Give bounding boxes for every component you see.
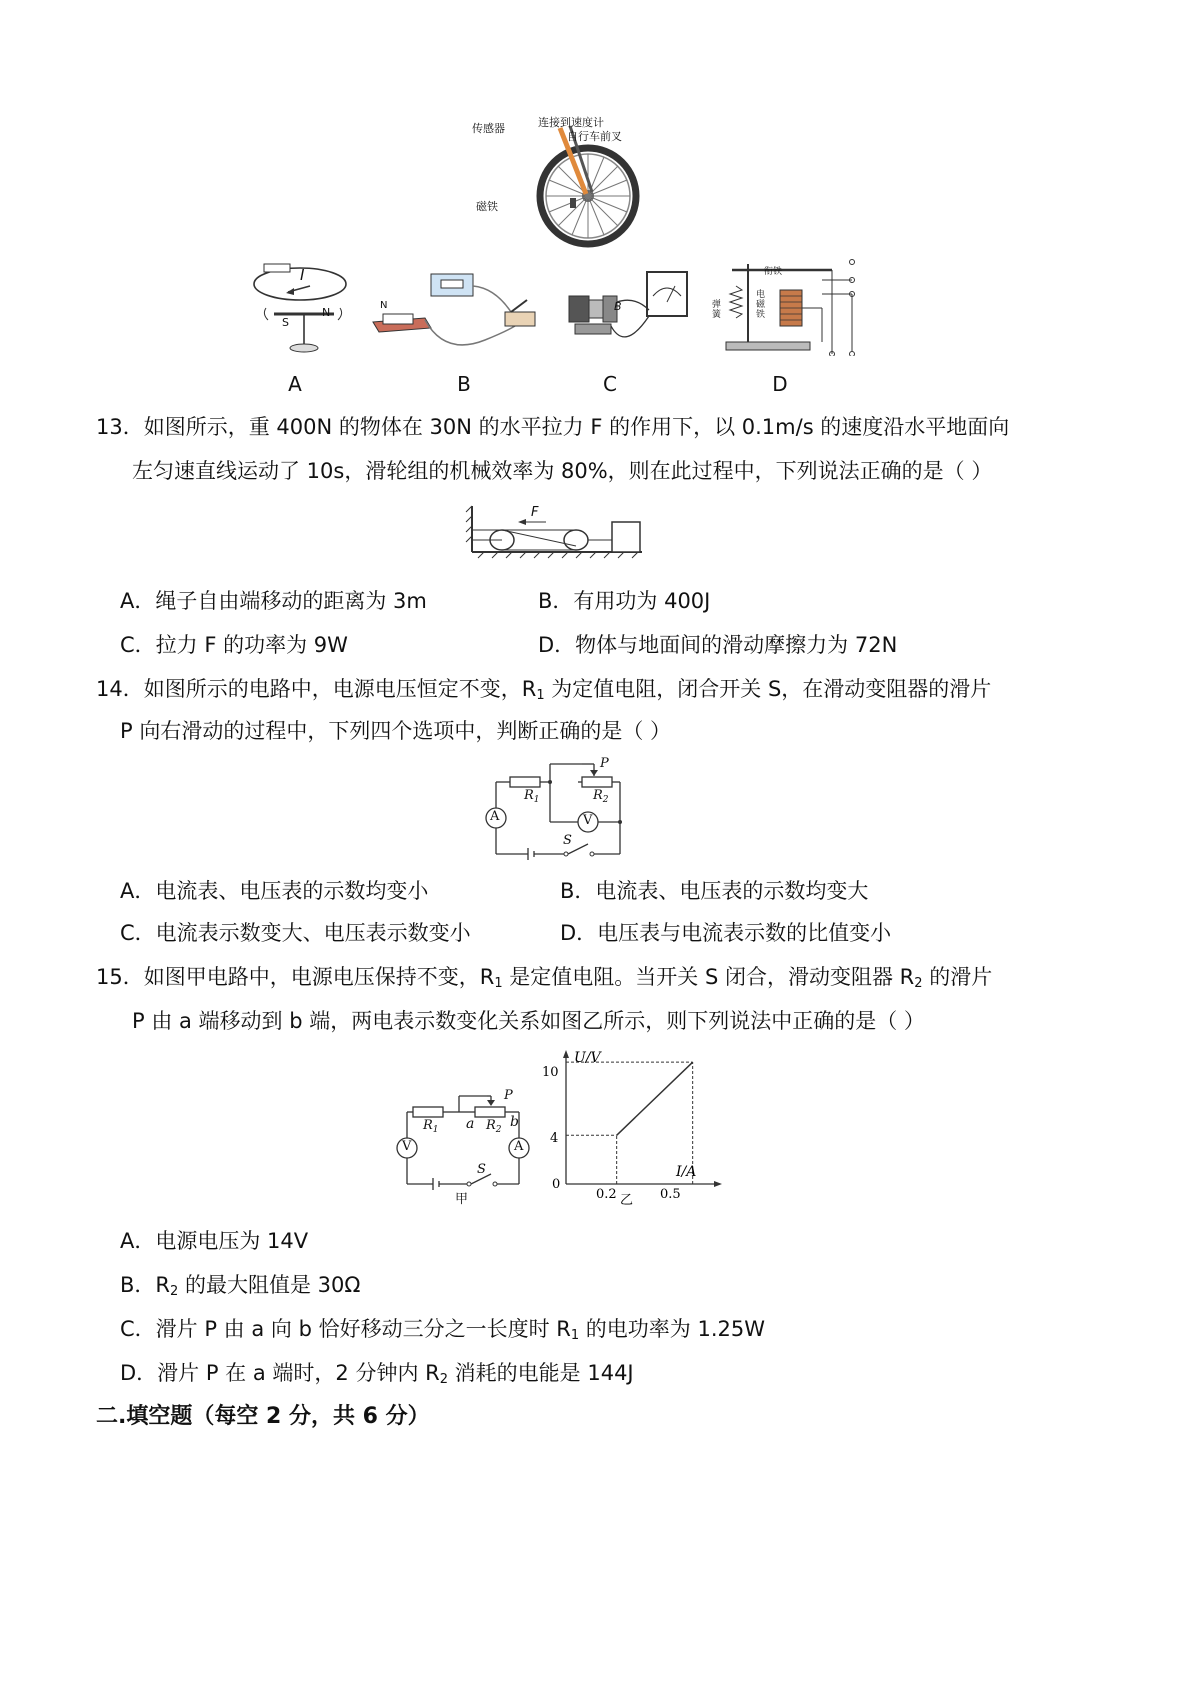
q15-option-d[interactable]: D．滑片 P 在 a 端时，2 分钟内 $R_2$ 消耗的电能是 144J	[120, 1361, 634, 1387]
q13-line2: 左匀速直线运动了 10s，滑轮组的机械效率为 80%，则在此过程中，下列说法正确的是（ ）	[132, 459, 993, 483]
series-line-0	[617, 1062, 693, 1135]
x-axis-label: I/A	[676, 1164, 697, 1180]
q15-graph	[540, 1050, 730, 1210]
q14-circuit-figure	[482, 756, 632, 866]
q14-text1a: 如图所示的电路中，电源电压恒定不变，R	[143, 677, 537, 701]
bike-label-fork: 自行车前叉	[567, 130, 622, 143]
q15-line1: 15．如图甲电路中，电源电压保持不变，$R_1$ 是定值电阻。当开关 S 闭合，滑动变阻器 $R_2$ 的滑片	[96, 965, 993, 991]
q15-option-c[interactable]: C．滑片 P 由 a 向 b 恰好移动三分之一长度时 $R_1$ 的电功率为 1.25W	[120, 1317, 765, 1343]
q14-line2: P 向右滑动的过程中，下列四个选项中，判断正确的是（ ）	[120, 719, 672, 743]
x-axis-arrow	[714, 1181, 722, 1187]
bike-label-connect: 连接到速度计	[538, 116, 604, 129]
q13-option-d[interactable]: D．物体与地面间的滑动摩擦力为 72N	[538, 633, 898, 657]
q13-option-a[interactable]: A．绳子自由端移动的距离为 3m	[120, 589, 427, 613]
q15-voltmeter-label: V	[402, 1139, 412, 1154]
y-axis-label: U/V	[574, 1050, 601, 1066]
q15-b-end-label: b	[510, 1114, 519, 1130]
q15-number: 15．	[96, 965, 144, 989]
origin-label: 0	[552, 1177, 561, 1192]
q14-sub: 1	[536, 688, 545, 703]
figure-label-c: C	[603, 372, 617, 396]
figure-label-d: D	[772, 372, 788, 396]
figure-label-a: A	[288, 372, 302, 396]
x-tick-0-5: 0.5	[660, 1187, 681, 1202]
figure-d	[722, 256, 862, 356]
q14-option-d[interactable]: D．电压表与电流表示数的比值变小	[560, 921, 892, 945]
fig-d-electromagnet-label: 电磁铁	[756, 290, 766, 320]
fig-b-pole: N	[380, 300, 388, 311]
q15-option-a[interactable]: A．电源电压为 14V	[120, 1229, 309, 1253]
q13-pulley-figure	[462, 502, 644, 564]
fig-c-pole: B	[614, 300, 622, 313]
fig-a-pole-n: N	[322, 306, 331, 319]
q14-number: 14．	[96, 677, 144, 701]
x-tick-0-2: 0.2	[596, 1187, 617, 1202]
q15-ammeter-label: A	[514, 1139, 524, 1154]
graph-caption: 乙	[620, 1193, 634, 1208]
q15-switch-label: S	[477, 1162, 486, 1177]
q15-line2: P 由 a 端移动到 b 端，两电表示数变化关系如图乙所示，则下列说法中正确的是（ ）	[132, 1009, 925, 1033]
q15-option-b[interactable]: B．$R_2$ 的最大阻值是 30Ω	[120, 1273, 361, 1299]
fig-d-spring-label: 弹簧	[712, 300, 722, 320]
magnet	[570, 198, 576, 208]
figure-c	[565, 266, 705, 356]
q14-text1b: 为定值电阻，闭合开关 S，在滑动变阻器的滑片	[544, 677, 992, 701]
q13-line1	[96, 412, 1009, 442]
q13-number: 13．	[96, 415, 144, 439]
y-axis-arrow	[563, 1050, 569, 1058]
figure-label-b: B	[457, 372, 471, 396]
bike-label-sensor: 传感器	[472, 122, 505, 135]
q15-circuit-caption: 甲	[455, 1192, 469, 1207]
q15-r2-label: $R_2$	[486, 1118, 502, 1135]
q14-switch-label: S	[563, 833, 572, 848]
q14-option-b[interactable]: B．电流表、电压表的示数均变大	[560, 879, 869, 903]
section-title: 二.填空题（每空 2 分，共 6 分）	[96, 1404, 430, 1429]
bicycle-wheel	[540, 148, 636, 244]
q14-r2-label: $R_2$	[593, 788, 609, 805]
q15-p-label: P	[504, 1088, 513, 1103]
q14-p-label: P	[600, 756, 609, 771]
q14-ammeter-label: A	[490, 809, 500, 824]
bike-label-magnet: 磁铁	[476, 200, 498, 213]
q15-r1-label: $R_1$	[423, 1118, 439, 1135]
q13-option-b[interactable]: B．有用功为 400J	[538, 589, 711, 613]
q14-option-a[interactable]: A．电流表、电压表的示数均变小	[120, 879, 429, 903]
q15-a-end-label: a	[466, 1116, 475, 1132]
q13-option-c[interactable]: C．拉力 F 的功率为 9W	[120, 633, 348, 657]
q14-voltmeter-label: V	[583, 813, 593, 828]
y-tick-4: 4	[550, 1131, 559, 1146]
fig-a-current-label: I	[300, 266, 305, 284]
fig-d-armature-label: 衔铁	[764, 267, 783, 277]
q14-line1	[96, 674, 991, 711]
figure-b	[365, 268, 545, 358]
q13-force-label: F	[531, 505, 539, 520]
y-tick-10: 10	[542, 1065, 559, 1080]
q14-option-c[interactable]: C．电流表示数变大、电压表示数变小	[120, 921, 471, 945]
q14-r1-label: $R_1$	[524, 788, 540, 805]
q13-text1: 如图所示，重 400N 的物体在 30N 的水平拉力 F 的作用下，以 0.1m/s 的速度沿水平地面向	[143, 415, 1010, 439]
fig-a-pole-s: S	[282, 316, 289, 329]
